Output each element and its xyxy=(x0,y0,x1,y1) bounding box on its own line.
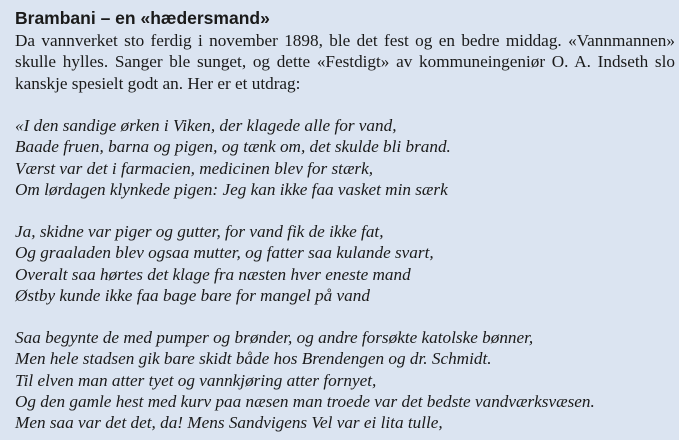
intro-line: skulle hylles. Sanger ble sunget, og dette «Festdigt» av kommuneingeniør O. A. Indseth slo xyxy=(15,52,675,72)
poem-line: Værst var det i farmacien, medicinen blev for stærk, xyxy=(15,158,374,178)
sidebar-heading: Brambani – en «hædersmand» xyxy=(15,8,270,28)
poem-line: Men hele stadsen gik bare skidt både hos Brendengen og dr. Schmidt. xyxy=(15,349,492,369)
poem-line: Østby kunde ikke faa bage bare for mangel på vand xyxy=(15,285,370,305)
poem-stanza-3 xyxy=(15,327,595,433)
poem-line: Ja, skidne var piger og gutter, for vand fik de ikke fat, xyxy=(15,222,384,241)
intro-line: kanskje spesielt godt an. Her er et utdrag: xyxy=(15,73,301,93)
poem-stanza-1 xyxy=(15,115,451,200)
poem-line: «I den sandige ørken i Viken, der klagede alle for vand, xyxy=(15,116,397,135)
intro-line: Da vannverket sto ferdig i november 1898, ble det fest og en bedre middag. «Vannmannen» xyxy=(15,31,675,50)
poem-line: Og den gamle hest med kurv paa næsen man troede var det bedste vandværksvæsen. xyxy=(15,391,595,411)
poem-stanza-2 xyxy=(15,221,434,306)
poem-line: Og graaladen blev ogsaa mutter, og fatter saa kulande svart, xyxy=(15,243,434,263)
poem-line: Men saa var det det, da! Mens Sandvigens Vel var ei lita tulle, xyxy=(15,413,443,433)
poem-line: Saa begynte de med pumper og brønder, og andre forsøkte katolske bønner, xyxy=(15,328,534,347)
poem-line: Baade fruen, barna og pigen, og tænk om, det skulde bli brand. xyxy=(15,137,451,157)
intro-paragraph xyxy=(15,30,675,94)
poem-line: Overalt saa hørtes det klage fra næsten hver eneste mand xyxy=(15,264,411,284)
poem-line: Om lørdagen klynkede pigen: Jeg kan ikke faa vasket min særk xyxy=(15,179,448,199)
poem-line: Til elven man atter tyet og vannkjøring atter fornyet, xyxy=(15,370,377,390)
